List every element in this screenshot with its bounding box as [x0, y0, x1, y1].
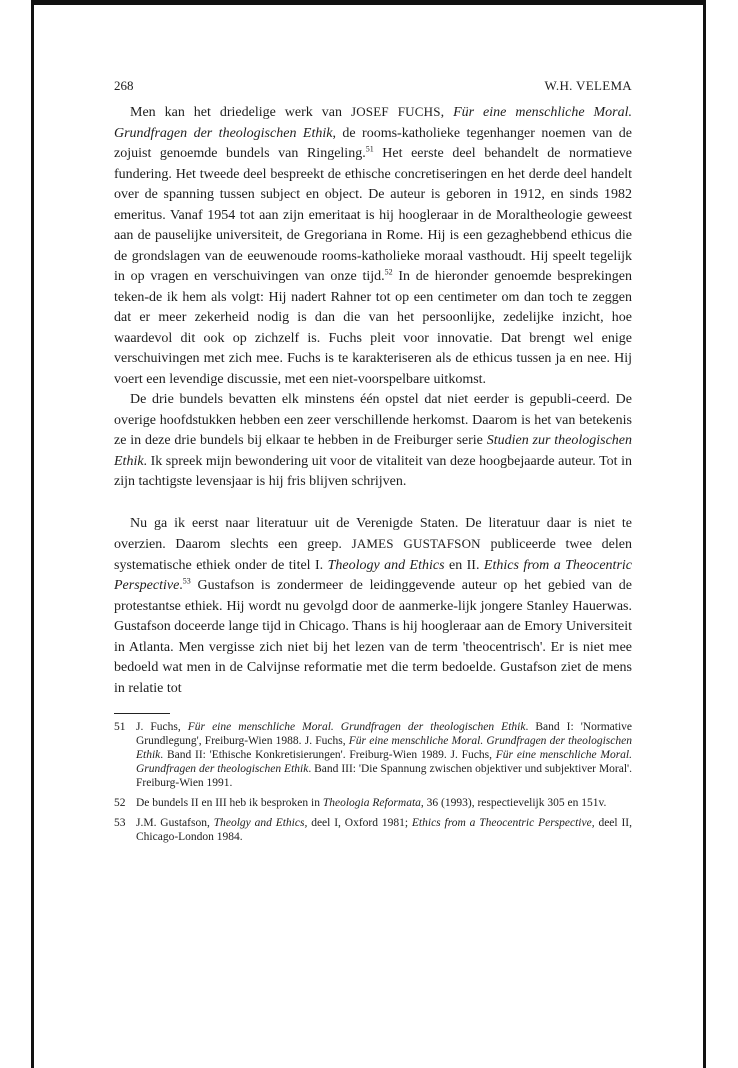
footnote-ref: 52 [384, 267, 393, 277]
text-run: J. Fuchs, [136, 721, 188, 733]
body-text [114, 102, 632, 699]
running-header [114, 78, 632, 102]
text-run: , de rooms-katholieke tegenhanger noemen van de zojuist genoemde bundels van Ringeling. [114, 125, 632, 161]
page-border-left [31, 0, 34, 1068]
page-border-top [31, 0, 706, 5]
series-title: Studien zur theologischen Ethik [114, 433, 632, 469]
footnote-number: 53 [114, 817, 126, 829]
text-run: , 36 (1993), respectievelijk 305 en 151v. [420, 797, 607, 809]
footnote-53 [114, 816, 632, 844]
page-border-right [703, 0, 706, 1068]
book-title: Ethics from a Theocentric Perspective [114, 557, 632, 593]
text-run: deel II, Chicago-London 1984. [136, 817, 632, 843]
footnote-51 [114, 720, 632, 790]
footnotes [114, 720, 632, 844]
text-run: publiceerde twee delen systematische ethiek onder de titel I. [114, 537, 633, 573]
paragraph-3 [114, 514, 632, 700]
footnote-rule [114, 713, 170, 714]
text-run: , [440, 105, 454, 120]
book-title: Theology and Ethics [327, 557, 445, 573]
page [114, 78, 632, 850]
author-name: JOSEF FUCHS [350, 104, 441, 119]
text-run: Men kan het driedelige werk van [130, 105, 351, 120]
text-run: . Ik spreek mijn bewondering uit voor de vitaliteit van deze hoogbejaarde auteur. Tot in zijn tachtigste levensjaar is hij fris blijven schrijven. [114, 453, 632, 489]
text-run: . [179, 578, 183, 593]
footnote-ref: 53 [182, 576, 191, 586]
footnote-number: 51 [114, 721, 126, 733]
text-run: . Band II: 'Ethische Konkretisierungen'. Freiburg-Wien 1989. J. Fuchs, [160, 749, 496, 761]
text-run: Het eerste deel behandelt de normatieve fundering. Het tweede deel bespreekt de ethische concretiseringen en het derde deel handelt over de spanning tussen subject en object. De auteur is geboren in 1912, en sinds 1982 emeritus. Vanaf 1954 tot aan zijn emeritaat is hij hoogleraar in de Moraltheologie geweest aan de pauselijke universiteit, de Gregoriana in Rome. Hij is een gezaghebbend ethicus die de grondslagen van de eeuwenoude rooms-katholieke moraal vasthoudt. Hij speelt tegelijk in op vragen en verschuivingen van onze tijd. [114, 146, 632, 284]
text-run: De bundels II en III heb ik besproken in [136, 797, 323, 809]
book-title: Theolgy and Ethics, [213, 817, 308, 829]
text-run: deel I, Oxford 1981; [307, 817, 412, 829]
footnote-ref: 51 [365, 144, 374, 154]
book-title: Für eine menschliche Moral. Grundfragen der theologischen Ethik [136, 735, 632, 761]
book-title: Für eine menschliche Moral. Grundfragen der theologischen Ethik [136, 749, 632, 775]
text-run: Gustafson is zondermeer de leidinggevende auteur op het gebied van de protestantse ethiek. Hij wordt nu gevolgd door de aanmerke-lijk jongere Stanley Hauerwas. Gustafson doceerde lange tijd in Chicago. Thans is hij hoogleraar aan de Emory Universiteit in Atlanta. Men vergisse zich niet bij het lezen van de term 'theocentrisch'. Er is niet mee bedoeld wat men in de Calvijnse reformatie met die term bedoelde. Gustafson ziet de mens in relatie tot [114, 578, 632, 696]
text-run: Nu ga ik eerst naar literatuur uit de Verenigde Staten. De literatuur daar is niet te overzien. Daarom slechts een greep. [114, 515, 632, 552]
footnote-text [136, 816, 632, 844]
author-name: JAMES GUSTAFSON [351, 536, 481, 551]
text-run: De drie bundels bevatten elk minstens één opstel dat niet eerder is gepubli-ceerd. De overige hoofdstukken hebben een zeer verschillende herkomst. Daarom is het van betekenis ze in deze drie bundels bij elkaar te hebben in de Freiburger serie [114, 392, 632, 448]
footnote-52 [114, 796, 632, 810]
book-title: Ethics from a Theocentric Perspective, [411, 817, 595, 829]
footnote-text [136, 720, 632, 790]
book-title: Für eine menschliche Moral. Grundfragen der theologischen Ethik [114, 105, 632, 141]
text-run: . Band III: 'Die Spannung zwischen objektiver und subjektiver Moral'. Freiburg-Wien 1991. [136, 763, 632, 789]
text-run: J.M. Gustafson, [136, 817, 214, 829]
running-head-author: W.H. VELEMA [544, 78, 632, 93]
journal-title: Theologia Reformata [322, 797, 421, 809]
page-number: 268 [114, 78, 134, 93]
footnote-number: 52 [114, 797, 126, 809]
book-title: Für eine menschliche Moral. Grundfragen der theologischen Ethik [187, 721, 526, 733]
paragraph-2 [114, 390, 632, 493]
text-run: en II. [444, 557, 484, 573]
paragraph-1 [114, 102, 632, 390]
text-run: In de hieronder genoemde besprekingen teken-de ik hem als volgt: Hij nadert Rahner tot op een centimeter om dan toch te zeggen dat er meer zekerheid nodig is dan die van het persoonlijke, zedelijke inzicht, hoe waardevol dit ook op zichzelf is. Fuchs pleit voor innovatie. Dat brengt wel enige verschuivingen met zich mee. Fuchs is te karakteriseren als de ethicus tussen ja en nee. Hij voert een levendige discussie, met een niet-voorspelbare uitkomst. [114, 269, 632, 387]
footnote-text [136, 796, 632, 810]
text-run: . Band I: 'Normative Grundlegung', Freiburg-Wien 1988. J. Fuchs, [136, 721, 632, 747]
